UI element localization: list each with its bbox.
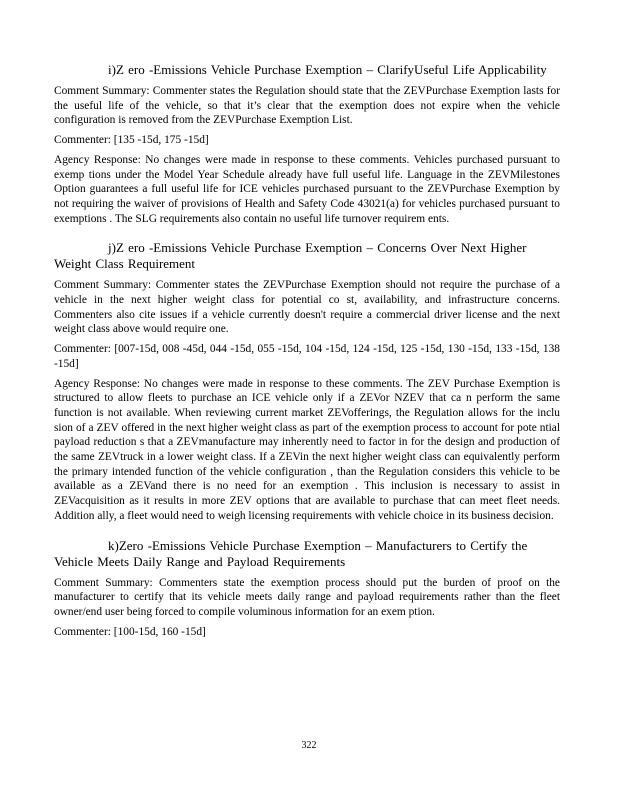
section-heading — [54, 62, 560, 78]
section-k — [54, 538, 560, 640]
section-heading-text: j)Z ero -Emissions Vehicle Purchase Exemption – Concerns Over Next Higher Weight Class Requirement — [54, 240, 527, 272]
comment-summary: Comment Summary: Commenter states the ZEVPurchase Exemption should not require the purchase of a vehicle in the next higher weight class for potential co st, availability, and infrastructure concerns. Commenters also cite issues if a vehicle currently doesn't require a commercial driver license and the next weight class above would require one. — [54, 279, 560, 336]
agency-response: Agency Response: No changes were made in response to these comments. The ZEV Purchase Exemption is structured to allow fleets to purchase an ICE vehicle only if a ZEVor NZEV that ca n perform the same function is not available. When reviewing current market ZEVofferings, the Regulation allows for the inclu sion of a ZEV offered in the next higher weight class as part of the exemption process to account for pote ntial payload reduction s that a ZEVmanufacture may inherently need to factor in for the design and production of the same ZEVtruck in a lower weight class. If a ZEVin the next higher weight class can equivalently perform the primary intended function of the vehicle configuration , than the Regulation considers this vehicle to be available as a ZEVand there is no need for an exemption . This inclusion is necessary to assist in ZEVacquisition as it results in more ZEV options that are available to purchase that can meet fleet needs. Addition ally, a fleet would need to weigh licensing requirements with vehicle choice in its business decision. — [54, 377, 560, 522]
document-page — [54, 62, 560, 644]
section-heading-text: i)Z ero -Emissions Vehicle Purchase Exemption – ClarifyUseful Life Applicability — [108, 62, 547, 77]
section-i — [54, 62, 560, 226]
commenter-list: Commenter: [007-15d, 008 -45d, 044 -15d, 055 -15d, 104 -15d, 124 -15d, 125 -15d, 130 -15d, 133 -15d, 138 -15d] — [54, 343, 560, 370]
agency-response: Agency Response: No changes were made in response to these comments. Vehicles purchased pursuant to exemp tions under the Model Year Schedule already have full useful life. Language in the ZEVMilestones Option guarantees a full useful life for ICE vehicles purchased pursuant to the ZEVPurchase Exemption by not requiring the waiver of provisions of Health and Safety Code 43021(a) for vehicles purchased pursuant to exemptions . The SLG requirements also contain no useful life turnover requirem ents. — [54, 153, 560, 225]
section-heading-text: k)Zero -Emissions Vehicle Purchase Exemption – Manufacturers to Certify the Vehicle Meets Daily Range and Payload Requirements — [54, 537, 528, 569]
comment-summary: Comment Summary: Commenter states the Regulation should state that the ZEVPurchase Exemption lasts for the useful life of the vehicle, so that it’s clear that the exemption does not expire when the vehicle configuration is removed from the ZEVPurchase Exemption List. — [54, 85, 560, 127]
section-heading — [54, 240, 560, 272]
section-heading — [54, 538, 560, 570]
section-j — [54, 240, 560, 523]
commenter-list: Commenter: [100-15d, 160 -15d] — [54, 625, 206, 638]
comment-summary: Comment Summary: Commenters state the exemption process should put the burden of proof on the manufacturer to certify that its vehicle meets daily range and payload requirements rather than the fleet owner/end user being forced to compile voluminous information for an exem ption. — [54, 576, 560, 618]
page-number: 322 — [301, 740, 317, 751]
commenter-list: Commenter: [135 -15d, 175 -15d] — [54, 134, 209, 147]
